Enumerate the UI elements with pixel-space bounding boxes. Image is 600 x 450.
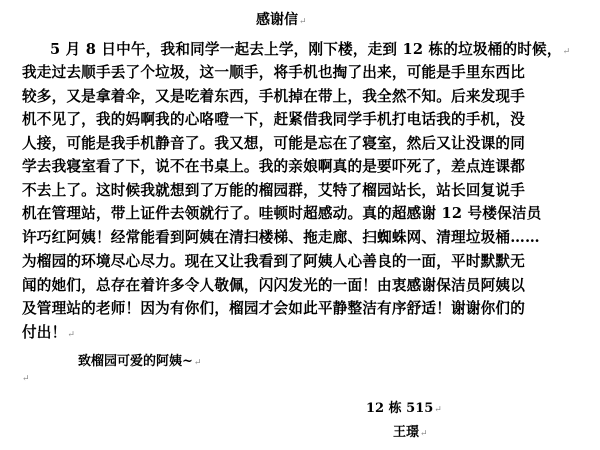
body-line: 较多，又是拿着伞，又是吃着东西，手机掉在带上，我全然不知。后来发现手 — [22, 88, 525, 105]
signature-name: 王璟↵ — [393, 425, 428, 440]
body-line: 闻的她们，总存在着许多令人敬佩，闪闪发光的一面！由衷感谢保洁员阿姨以 — [22, 277, 525, 294]
body-line: 及管理站的老师！因为有你们，榴园才会如此平静整洁有序舒适！谢谢你们的 — [22, 300, 525, 317]
body-line: 许巧红阿姨！经常能看到阿姨在清扫楼梯、拖走廊、扫蜘蛛网、清理垃圾桶…… — [22, 229, 540, 246]
body-line: 我走过去顺手丢了个垃圾，这一顺手，将手机也掏了出来，可能是手里东西比 — [22, 64, 525, 81]
letter-title: 感谢信↵ — [256, 12, 307, 28]
body-line: 学去我寝室看了下，说不在书桌上。我的亲娘啊真的是要吓死了，差点连课都 — [22, 158, 525, 175]
letter-closing: 致榴园可爱的阿姨~↵ — [78, 354, 202, 369]
body-line: 机在管理站，带上证件去领就行了。哇顿时超感动。真的超感谢 12 号楼保洁员 — [22, 205, 542, 222]
signature-dorm: 12 栋 515↵ — [366, 401, 442, 416]
body-line: 人接，可能是我手机静音了。我又想，可能是忘在了寝室，然后又让没课的同 — [22, 135, 525, 152]
paragraph-mark-icon: ↵ — [22, 374, 30, 384]
body-line: 不去上了。这时候我就想到了万能的榴园群，艾特了榴园站长，站长回复说手 — [22, 182, 525, 199]
body-line: 5 月 8 日中午，我和同学一起去上学，刚下楼，走到 12 栋的垃圾桶的时候，↵ — [50, 41, 571, 58]
body-line: 机不见了，我的妈啊我的心咯噔一下，赶紧借我同学手机打电话我的手机，没 — [22, 111, 525, 128]
body-line: 为榴园的环境尽心尽力。现在又让我看到了阿姨人心善良的一面，平时默默无 — [22, 253, 525, 270]
body-line: 付出！↵ — [22, 324, 76, 341]
